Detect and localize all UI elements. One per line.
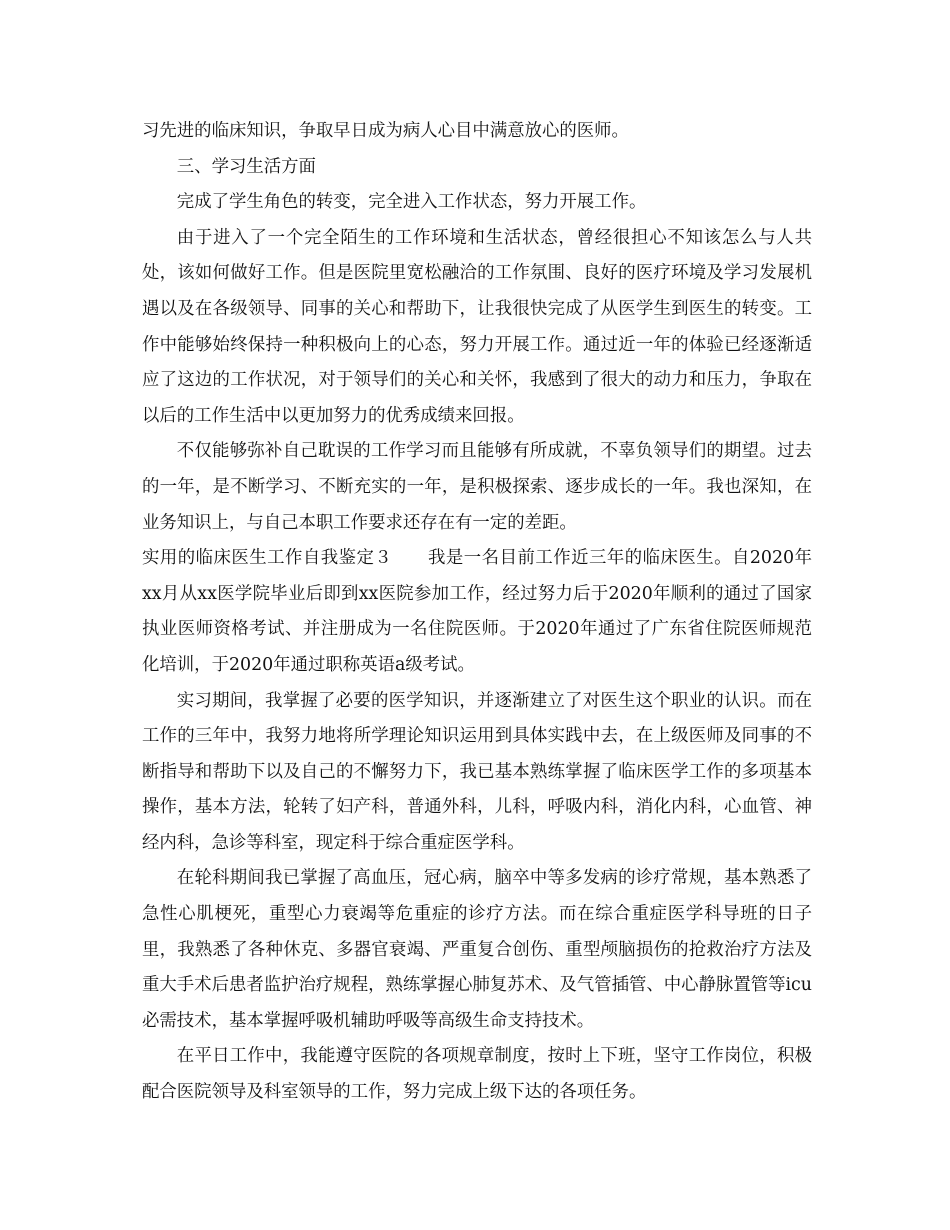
paragraph: 在平日工作中，我能遵守医院的各项规章制度，按时上下班，坚守工作岗位，积极配合医院领导及科室领导的工作，努力完成上级下达的各项任务。 <box>142 1046 812 1103</box>
paragraph: 完成了学生角色的转变，完全进入工作状态，努力开展工作。 <box>176 192 647 213</box>
paragraph: 不仅能够弥补自己耽误的工作学习而且能够有所成就，不辜负领导们的期望。过去的一年，是不断学习、不断充实的一年，是积极探索、逐步成长的一年。我也深知，在业务知识上，与自己本职工作要求还存在有一定的差距。 <box>142 441 812 533</box>
paragraph: 在轮科期间我已掌握了高血压，冠心病，脑卒中等多发病的诊疗常规，基本熟悉了急性心肌梗死，重型心力衰竭等危重症的诊疗方法。而在综合重症医学科导班的日子里，我熟悉了各种休克、多器官衰竭、严重复合创伤、重型颅脑损伤的抢救治疗方法及重大手术后患者监护治疗规程，熟练掌握心肺复苏术、及气管插管、中心静脉置管等icu必需技术，基本掌握呼吸机辅助呼吸等高级生命支持技术。 <box>142 868 812 1031</box>
document-body <box>142 114 812 1111</box>
paragraph: 实习期间，我掌握了必要的医学知识，并逐渐建立了对医生这个职业的认识。而在工作的三年中，我努力地将所学理论知识运用到具体实践中去，在上级医师及同事的不断指导和帮助下以及自己的不懈努力下，我已基本熟练掌握了临床医学工作的多项基本操作，基本方法，轮转了妇产科，普通外科，儿科，呼吸内科，消化内科，心血管、神经内科，急诊等科室，现定科于综合重症医学科。 <box>142 690 812 853</box>
paragraph: 习先进的临床知识，争取早日成为病人心目中满意放心的医师。 <box>142 121 629 141</box>
section-heading: 三、学习生活方面 <box>176 156 316 177</box>
paragraph: 实用的临床医生工作自我鉴定３ 我是一名目前工作近三年的临床医生。自2020年xx月从xx医学院毕业后即到xx医院参加工作，经过努力后于2020年顺利的通过了国家执业医师资格考试、并注册成为一名住院医师。于2020年通过了广东省住院医师规范化培训，于2020年通过职称英语a级考试。 <box>142 548 812 675</box>
paragraph: 由于进入了一个完全陌生的工作环境和生活状态，曾经很担心不知该怎么与人共处，该如何做好工作。但是医院里宽松融洽的工作氛围、良好的医疗环境及学习发展机遇以及在各级领导、同事的关心和帮助下，让我很快完成了从医学生到医生的转变。工作中能够始终保持一种积极向上的心态，努力开展工作。通过近一年的体验已经逐渐适应了这边的工作状况，对于领导们的关心和关怀，我感到了很大的动力和压力，争取在以后的工作生活中以更加努力的优秀成绩来回报。 <box>142 227 812 426</box>
